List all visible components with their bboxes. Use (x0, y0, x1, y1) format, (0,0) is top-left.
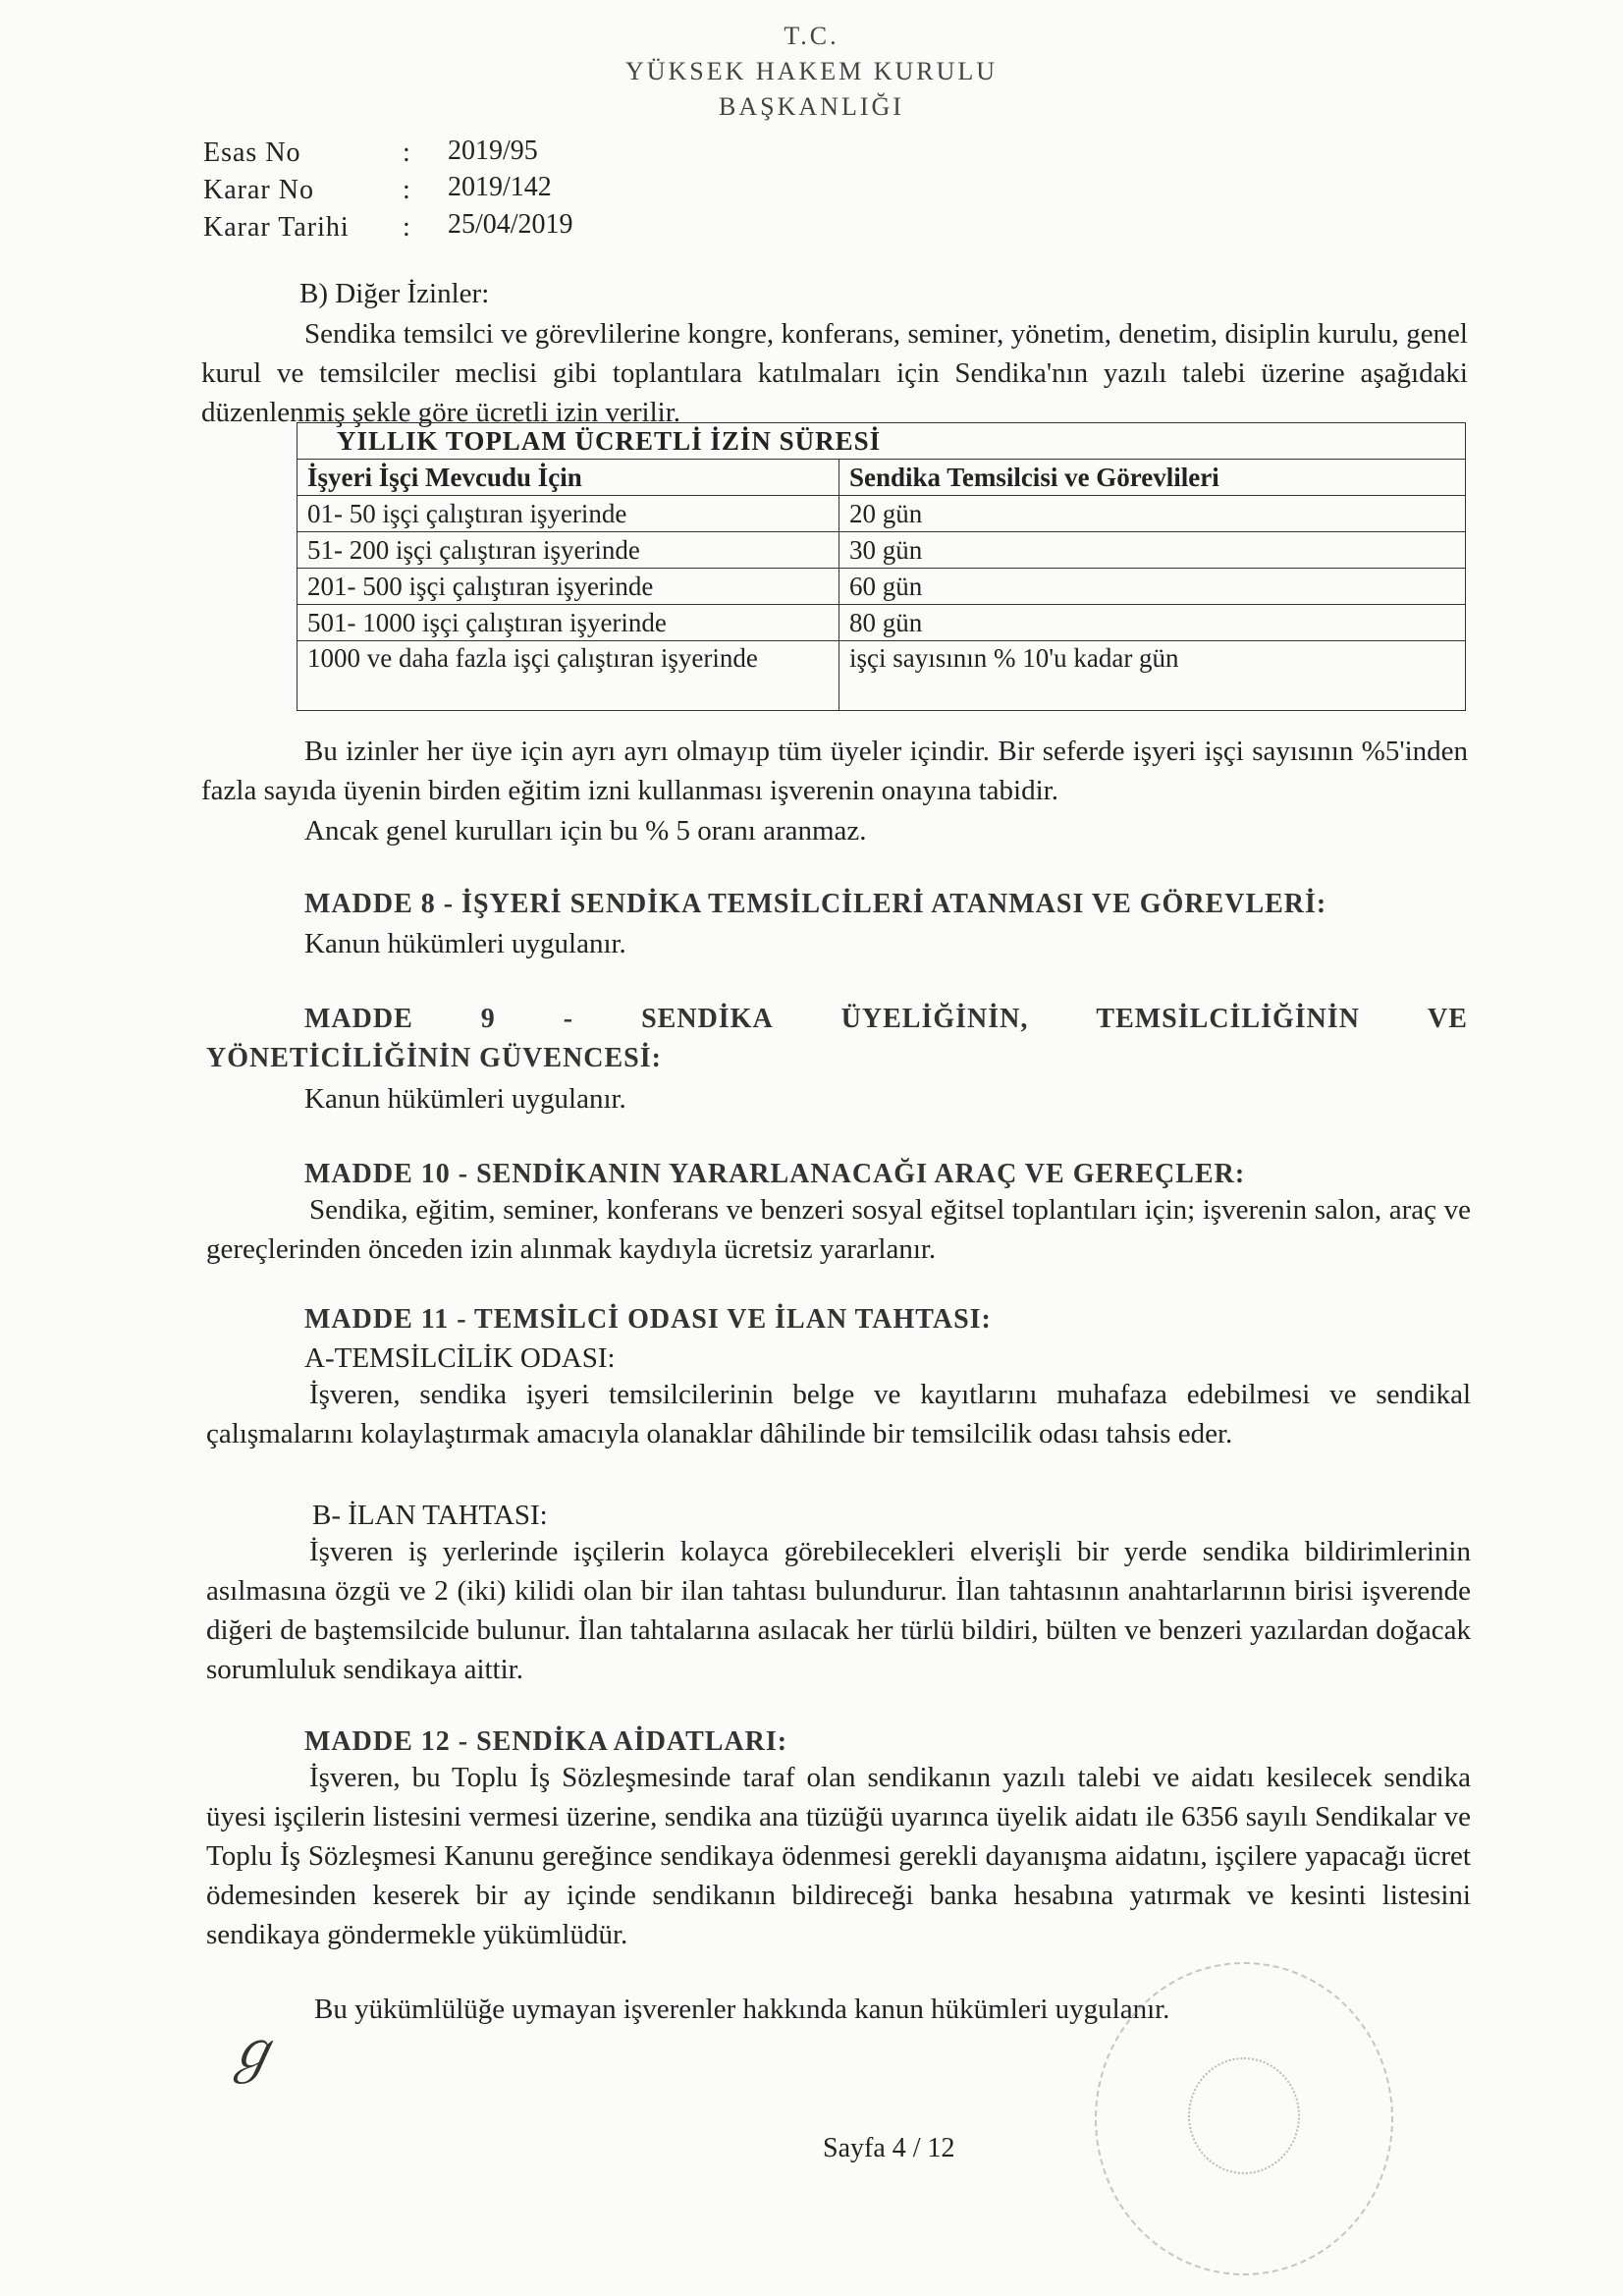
header-presidency: BAŞKANLIĞI (719, 92, 904, 121)
table-cell-workforce: 01- 50 işçi çalıştıran işyerinde (298, 496, 839, 532)
madde-11-text-a: İşveren, sendika işyeri temsilcilerinin belge ve kayıtlarını muhafaza edebilmesi ve sendikal çalışmalarını kolaylaştırmak amacıyla olanaklar dâhilinde bir temsilcilik odası tahsis eder. (206, 1379, 1471, 1449)
header-tc: T.C. (784, 22, 839, 50)
table-cell-days: 20 gün (839, 496, 1466, 532)
after-table-text: Bu izinler her üye için ayrı ayrı olmayıp tüm üyeler içindir. Bir seferde işyeri işçi sayısının %5'inden fazla sayıda üyenin birden eğitim izni kullanması işverenin onayına tabidir. (201, 736, 1468, 806)
esas-no-colon: : (403, 137, 410, 168)
section-b-title: B) Diğer İzinler: (299, 278, 490, 309)
madde-9-word: TEMSİLCİLİĞİNİN (1096, 1004, 1361, 1034)
karar-tarihi-colon: : (403, 212, 410, 243)
madde-9-word: 9 (480, 1004, 496, 1034)
madde-12-text: İşveren, bu Toplu İş Sözleşmesinde taraf olan sendikanın yazılı talebi ve aidatı kesilecek sendika üyesi işçilerin listesini vermesi üzerine, sendika ana tüzüğü uyarınca üyelik aidatı ile 6356 sayılı Sendikalar ve Toplu İş Sözleşmesi Kanunu gereğince sendikaya ödenmesi gerekli dayanışma aidatını, işçilere yapacağı ücret ödemesinden keserek bir ay içinde sendikanın bildireceği banka hesabına yatırmak ve kesinti listesini sendikaya göndermekle yükümlüdür. (206, 1762, 1471, 1950)
madde-9-heading-line2: YÖNETİCİLİĞİNİN GÜVENCESİ: (206, 1043, 662, 1073)
madde-9-word: MADDE (304, 1004, 413, 1034)
table-cell-workforce: 1000 ve daha fazla işçi çalıştıran işyerinde (298, 641, 839, 711)
page-number: Sayfa 4 / 12 (823, 2133, 955, 2163)
table-row (298, 532, 1466, 569)
madde-12-heading: MADDE 12 - SENDİKA AİDATLARI: (304, 1726, 788, 1757)
karar-no-value: 2019/142 (448, 172, 552, 202)
karar-tarihi-label: Karar Tarihi (203, 212, 350, 243)
madde-11-heading: MADDE 11 - TEMSİLCİ ODASI VE İLAN TAHTASI: (304, 1304, 992, 1335)
esas-no-label: Esas No (203, 137, 301, 168)
handwritten-initial: ℊ (224, 2020, 279, 2084)
table-row (298, 605, 1466, 641)
karar-tarihi-value: 25/04/2019 (448, 209, 573, 240)
table-title: YILLIK TOPLAM ÜCRETLİ İZİN SÜRESİ (298, 423, 1466, 460)
table-row (298, 496, 1466, 532)
table-header-row (298, 460, 1466, 496)
table-cell-days: 30 gün (839, 532, 1466, 569)
karar-no-colon: : (403, 175, 410, 205)
madde-9-word: ÜYELİĞİNİN, (840, 1004, 1029, 1034)
esas-no-value: 2019/95 (448, 136, 538, 166)
header-institution: YÜKSEK HAKEM KURULU (624, 57, 999, 85)
table-col-representatives: Sendika Temsilcisi ve Görevlileri (839, 460, 1466, 496)
section-b-text: Sendika temsilci ve görevlilerine kongre, konferans, seminer, yönetim, denetim, disiplin kurulu, genel kurul ve temsilciler meclisi gibi toplantılara katılmaları için Sendika'nın yazılı talebi üzerine aşağıdaki düzenlenmiş şekle göre ücretli izin verilir. (201, 318, 1468, 428)
table-row (298, 641, 1466, 711)
madde-9-word: VE (1428, 1004, 1468, 1034)
madde-10-heading: MADDE 10 - SENDİKANIN YARARLANACAĞI ARAÇ VE GEREÇLER: (304, 1159, 1246, 1189)
table-cell-workforce: 501- 1000 işçi çalıştıran işyerinde (298, 605, 839, 641)
madde-9-text: Kanun hükümleri uygulanır. (304, 1083, 626, 1115)
leave-table (297, 422, 1466, 711)
madde-10-text: Sendika, eğitim, seminer, konferans ve benzeri sosyal eğitsel toplantıları için; işverenin salon, araç ve gereçlerinden önceden izin alınmak kaydıyla ücretsiz yararlanır. (206, 1194, 1471, 1265)
madde-11-sub-b: B- İLAN TAHTASI: (312, 1500, 548, 1531)
madde-11-text-b: İşveren iş yerlerinde işçilerin kolayca görebilecekleri elverişli bir yerde sendika bildirimlerinin asılmasına özgü ve 2 (iki) kilidi olan bir ilan tahtası bulundurur. İlan tahtasının anahtarlarının birisi işverende diğeri de baştemsilcide bulunur. İlan tahtalarına asılacak her türlü bildiri, bülten ve benzeri yazılardan doğacak sorumluluk sendikaya aittir. (206, 1536, 1471, 1685)
table-cell-days: 80 gün (839, 605, 1466, 641)
karar-no-label: Karar No (203, 175, 314, 205)
madde-9-word: SENDİKA (641, 1004, 774, 1034)
madde-8-text: Kanun hükümleri uygulanır. (304, 928, 626, 959)
official-stamp-center (1188, 2057, 1300, 2174)
table-cell-workforce: 51- 200 işçi çalıştıran işyerinde (298, 532, 839, 569)
table-title-row (298, 423, 1466, 460)
table-row (298, 569, 1466, 605)
table-cell-days: işçi sayısının % 10'u kadar gün (839, 641, 1466, 711)
madde-8-heading: MADDE 8 - İŞYERİ SENDİKA TEMSİLCİLERİ ATANMASI VE GÖREVLERİ: (304, 889, 1327, 919)
madde-9-heading-line1 (304, 1004, 1468, 1035)
table-cell-days: 60 gün (839, 569, 1466, 605)
after-table-note: Ancak genel kurulları için bu % 5 oranı aranmaz. (304, 815, 867, 847)
madde-12-last: Bu yükümlülüğe uymayan işverenler hakkında kanun hükümleri uygulanır. (314, 1994, 1170, 2025)
madde-9-word: - (563, 1004, 574, 1034)
madde-11-sub-a: A-TEMSİLCİLİK ODASI: (304, 1342, 616, 1374)
table-cell-workforce: 201- 500 işçi çalıştıran işyerinde (298, 569, 839, 605)
table-col-workforce: İşyeri İşçi Mevcudu İçin (298, 460, 839, 496)
